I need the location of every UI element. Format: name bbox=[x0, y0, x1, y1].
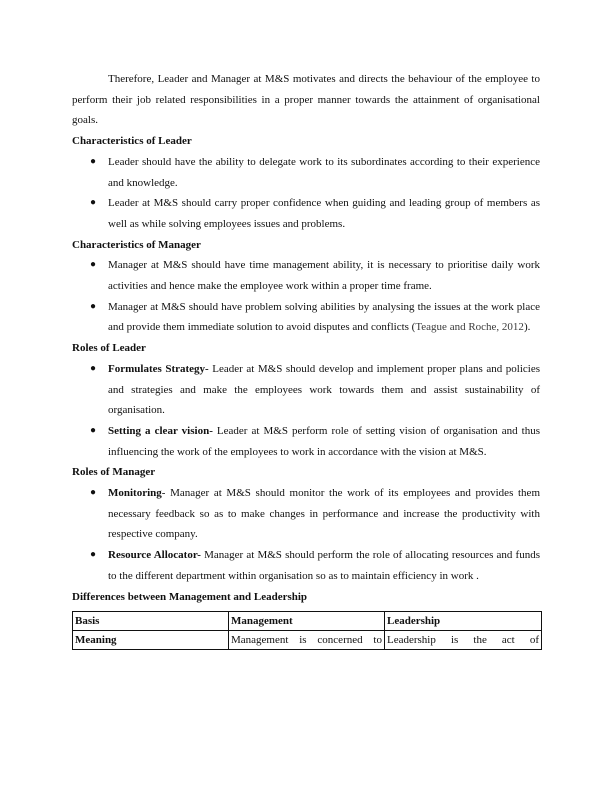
bullet-icon: ● bbox=[90, 155, 97, 167]
table-header-cell: Leadership bbox=[385, 612, 542, 631]
heading-roles-leader: Roles of Leader bbox=[72, 342, 146, 355]
document-page bbox=[72, 69, 540, 650]
list-item bbox=[72, 483, 540, 545]
citation: Teague and Roche, 2012 bbox=[415, 321, 524, 334]
list-item-term: Formulates Strategy- bbox=[108, 362, 209, 375]
table-header-cell: Basis bbox=[73, 612, 229, 631]
bullet-icon: ● bbox=[90, 259, 97, 271]
list-item bbox=[72, 545, 540, 586]
bullet-icon: ● bbox=[90, 362, 97, 374]
heading-differences: Differences between Management and Leadership bbox=[72, 590, 308, 603]
list-item-text: - Manager at M&S should monitor the work of its employees and provides them necessary feedback so as to make changes in performance and increase the productivity with respective company. bbox=[108, 487, 540, 541]
table-cell: Leadership is the act of bbox=[385, 631, 542, 650]
list-item-text: Manager at M&S should have problem solving abilities by analysing the issues at the work place and provide them immediate solution to avoid disputes and conflicts ( bbox=[108, 300, 540, 334]
bullet-icon: ● bbox=[90, 424, 97, 436]
list-item bbox=[72, 297, 540, 338]
differences-table bbox=[72, 611, 542, 650]
list-item-text: Manager at M&S should have time management ability, it is necessary to prioritise daily work activities and hence make the employee work within a proper time frame. bbox=[108, 259, 540, 293]
table-row bbox=[73, 631, 542, 650]
table-cell: Management is concerned to bbox=[229, 631, 385, 650]
list-item-text: Manager at M&S should perform the role of allocating resources and funds to the different department within organisation so as to maintain efficiency in work . bbox=[108, 549, 540, 582]
list-item-text: Leader at M&S should carry proper confidence when guiding and leading group of members as well as while solving employees issues and problems. bbox=[108, 197, 540, 230]
list-item bbox=[72, 255, 540, 296]
list-item bbox=[72, 152, 540, 193]
list-item-term: Resource Allocator- bbox=[108, 549, 201, 562]
heading-roles-manager: Roles of Manager bbox=[72, 466, 156, 479]
list-roles-leader bbox=[72, 359, 540, 463]
list-characteristics-leader bbox=[72, 152, 540, 235]
list-item-text: Leader at M&S should develop and implement proper plans and policies and strategies and make the employees work towards them and assist sustainability of organisation. bbox=[108, 362, 540, 417]
list-item-text: Leader should have the ability to delegate work to its subordinates according to their experience and knowledge. bbox=[108, 155, 540, 189]
heading-characteristics-manager: Characteristics of Manager bbox=[72, 238, 201, 251]
bullet-icon: ● bbox=[90, 487, 97, 499]
table-header-row bbox=[73, 612, 542, 631]
list-item bbox=[72, 359, 540, 421]
intro-paragraph: Therefore, Leader and Manager at M&S motivates and directs the behaviour of the employee to perform their job related responsibilities in a proper manner towards the attainment of organisational goals. bbox=[72, 73, 540, 127]
citation-end: ). bbox=[523, 321, 531, 334]
list-item-term: Setting a clear vision- bbox=[108, 424, 213, 437]
list-item bbox=[72, 421, 540, 462]
heading-characteristics-leader: Characteristics of Leader bbox=[72, 135, 192, 148]
list-item-text: Leader at M&S perform role of setting vision of organisation and thus influencing the work of the employees to work in accordance with the vision at M&S. bbox=[108, 424, 540, 458]
bullet-icon: ● bbox=[90, 549, 97, 561]
table-cell: Meaning bbox=[73, 631, 229, 650]
list-item-term: Monitoring bbox=[108, 487, 162, 500]
list-item bbox=[72, 193, 540, 234]
list-characteristics-manager bbox=[72, 255, 540, 338]
list-roles-manager bbox=[72, 483, 540, 587]
table-header-cell: Management bbox=[229, 612, 385, 631]
bullet-icon: ● bbox=[90, 300, 97, 312]
bullet-icon: ● bbox=[90, 197, 97, 209]
